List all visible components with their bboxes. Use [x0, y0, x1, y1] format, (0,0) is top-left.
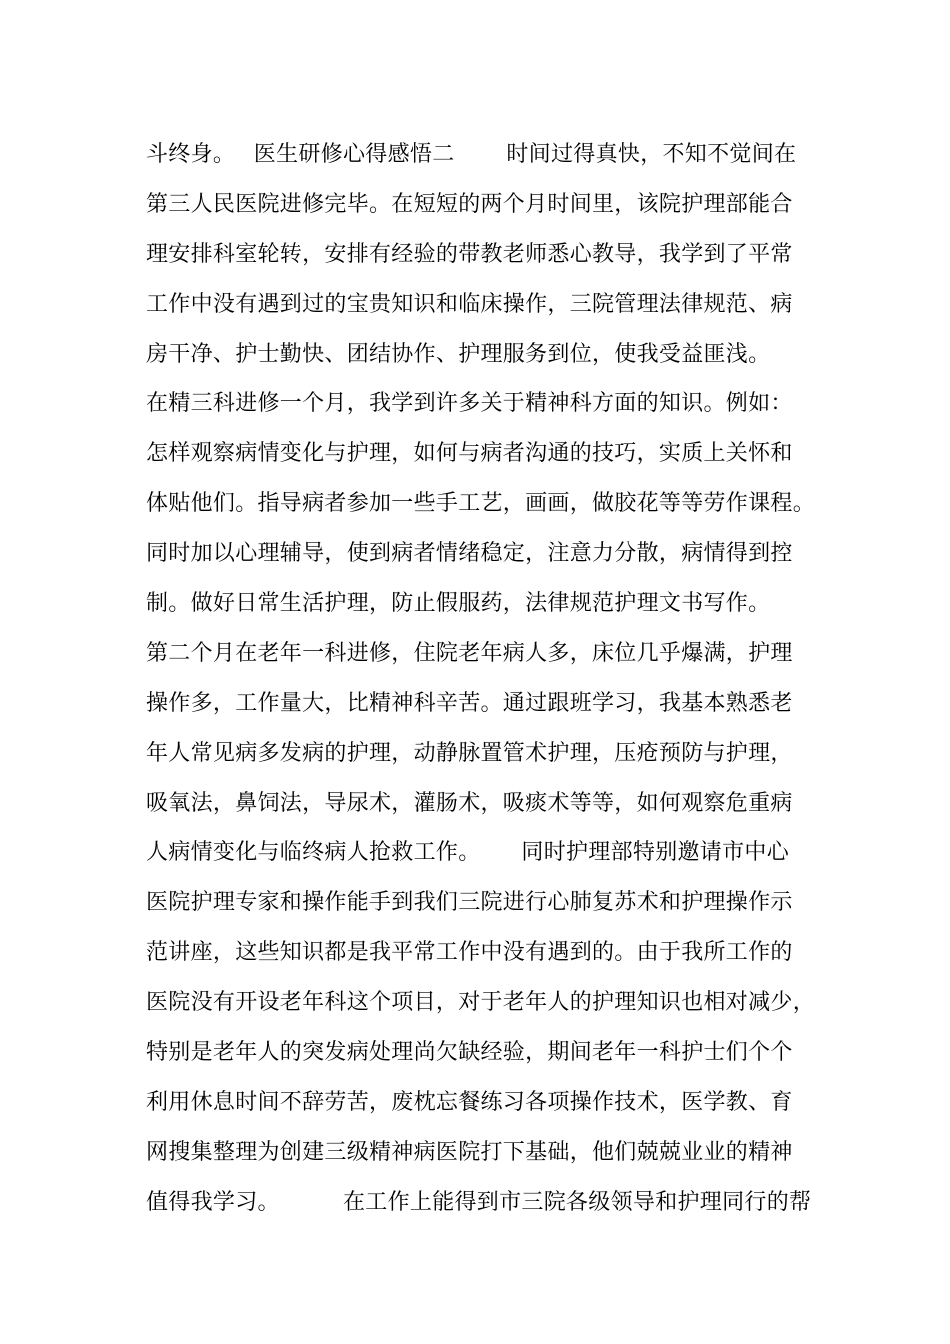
- body-text: [146, 130, 826, 1228]
- text-line: 利用休息时间不辞劳苦，废枕忘餐练习各项操作技术，医学教、育: [146, 1089, 793, 1115]
- text-line: 体贴他们。指导病者参加一些手工艺，画画，做胶花等等劳作课程。: [146, 491, 816, 517]
- text-line: 房干净、护士勤快、团结协作、护理服务到位，使我受益匪浅。: [146, 341, 771, 367]
- text-line: 医院没有开设老年科这个项目，对于老年人的护理知识也相对减少，: [146, 990, 816, 1016]
- text-line: 人病情变化与临终病人抢救工作。 同时护理部特别邀请市中心: [146, 840, 789, 866]
- text-line: 网搜集整理为创建三级精神病医院打下基础，他们兢兢业业的精神: [146, 1139, 793, 1165]
- text-line: 第三人民医院进修完毕。在短短的两个月时间里，该院护理部能合: [146, 191, 793, 217]
- text-line: 怎样观察病情变化与护理，如何与病者沟通的技巧，实质上关怀和: [146, 441, 793, 467]
- text-line: 制。做好日常生活护理，防止假服药，法律规范护理文书写作。: [146, 591, 771, 617]
- text-line: 医院护理专家和操作能手到我们三院进行心肺复苏术和护理操作示: [146, 890, 793, 916]
- text-line: 吸氧法，鼻饲法，导尿术，灌肠术，吸痰术等等，如何观察危重病: [146, 790, 793, 816]
- text-line: 理安排科室轮转，安排有经验的带教老师悉心教导，我学到了平常: [146, 241, 793, 267]
- text-line: 值得我学习。 在工作上能得到市三院各级领导和护理同行的帮: [146, 1189, 812, 1215]
- text-line: 工作中没有遇到过的宝贵知识和临床操作，三院管理法律规范、病: [146, 291, 793, 317]
- text-line: 年人常见病多发病的护理，动静脉置管术护理，压疮预防与护理，: [146, 740, 793, 766]
- text-line: 在精三科进修一个月，我学到许多关于精神科方面的知识。例如：: [146, 391, 793, 417]
- text-line: 同时加以心理辅导，使到病者情绪稳定，注意力分散，病情得到控: [146, 541, 793, 567]
- text-line: 特别是老年人的突发病处理尚欠缺经验，期间老年一科护士们个个: [146, 1040, 793, 1066]
- text-line: 斗终身。 医生研修心得感悟二 时间过得真快，不知不觉间在: [146, 142, 797, 167]
- text-line: 操作多，工作量大，比精神科辛苦。通过跟班学习，我基本熟悉老: [146, 690, 793, 716]
- text-line: 第二个月在老年一科进修，住院老年病人多，床位几乎爆满，护理: [146, 640, 793, 666]
- text-line: 范讲座，这些知识都是我平常工作中没有遇到的。由于我所工作的: [146, 940, 793, 966]
